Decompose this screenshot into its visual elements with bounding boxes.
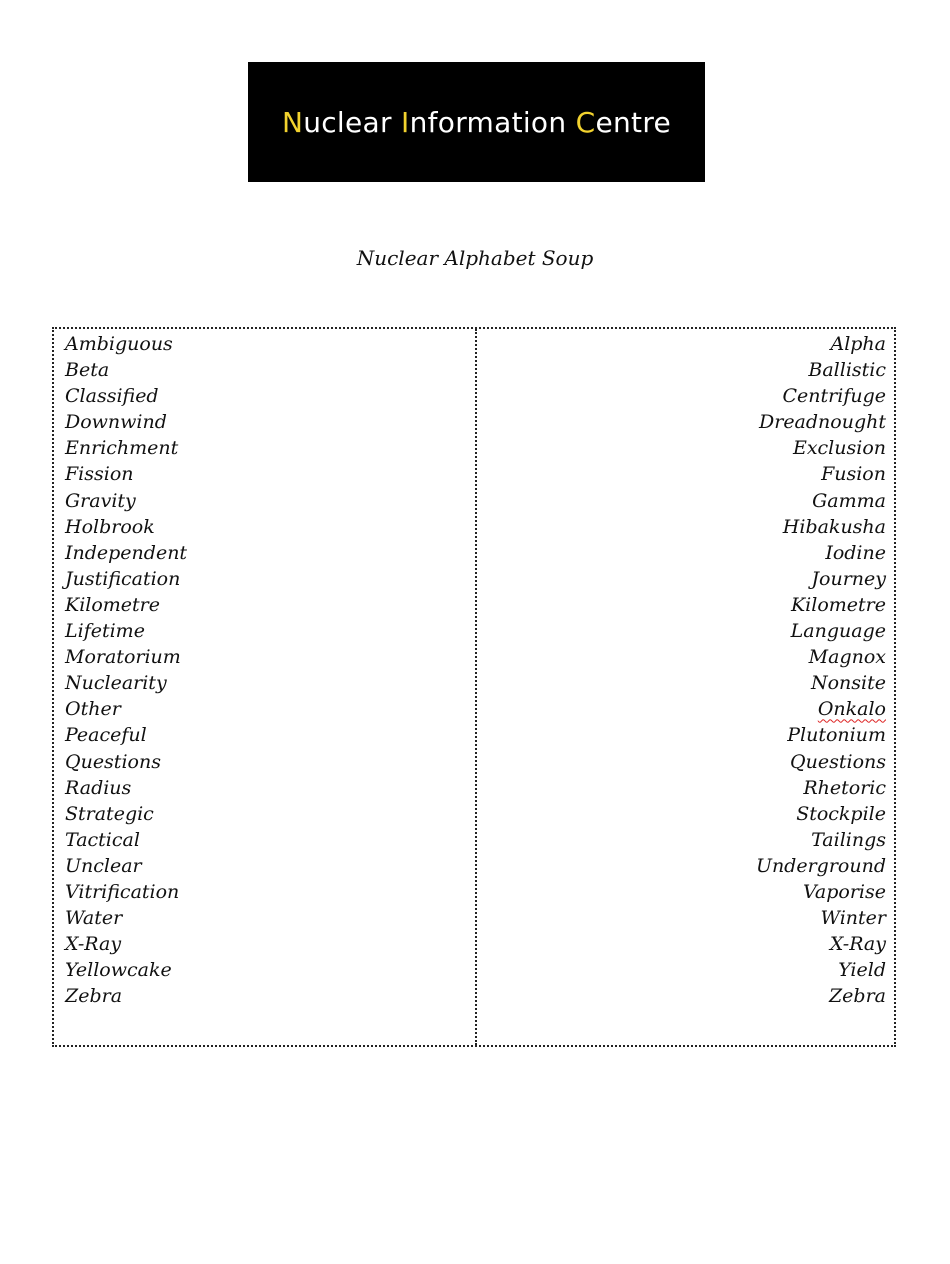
right-word [477, 357, 887, 383]
right-word-text: X-Ray [829, 933, 886, 956]
left-word-text: Unclear [65, 854, 142, 877]
right-word [477, 749, 887, 775]
right-word [477, 435, 887, 461]
left-word-text: Lifetime [65, 620, 145, 643]
logo-letter-i: I [401, 105, 410, 139]
right-word-text: Kilometre [790, 593, 886, 616]
right-word [477, 801, 887, 827]
left-word [65, 409, 475, 435]
right-word-text: Stockpile [796, 802, 886, 825]
right-word [477, 931, 887, 957]
left-word [65, 566, 475, 592]
left-word-text: Moratorium [65, 646, 181, 669]
left-word [65, 775, 475, 801]
right-word [477, 957, 887, 983]
right-word-text: Yield [838, 959, 886, 982]
left-word [65, 670, 475, 696]
left-word-text: Questions [65, 750, 161, 773]
left-word [65, 435, 475, 461]
right-word [477, 383, 887, 409]
left-word-text: Tactical [65, 828, 140, 851]
left-word [65, 983, 475, 1009]
right-word [477, 461, 887, 487]
right-word-text: Ballistic [808, 359, 886, 382]
left-word-text: Ambiguous [65, 333, 173, 355]
left-word-text: Zebra [65, 985, 123, 1008]
right-word [477, 670, 887, 696]
right-word-text: Onkalo [817, 698, 886, 721]
right-word-text: Fusion [821, 463, 886, 486]
left-word-text: Vitrification [65, 880, 180, 903]
left-word [65, 644, 475, 670]
left-word [65, 696, 475, 722]
right-word-text: Centrifuge [782, 385, 886, 408]
left-word [65, 827, 475, 853]
right-word-text: Rhetoric [803, 776, 886, 799]
logo-word-information: nformation [409, 105, 576, 139]
right-word [477, 853, 887, 879]
right-word-text: Dreadnought [759, 411, 886, 434]
right-word-text: Plutonium [787, 724, 886, 747]
left-word-text: X-Ray [65, 933, 122, 956]
left-word-text: Radius [65, 776, 132, 799]
right-word [477, 618, 887, 644]
left-column [54, 329, 477, 1045]
right-word-text: Alpha [830, 333, 886, 355]
right-word-text: Iodine [825, 541, 886, 564]
left-word [65, 931, 475, 957]
left-word [65, 879, 475, 905]
left-word [65, 357, 475, 383]
left-word [65, 592, 475, 618]
right-word [477, 488, 887, 514]
left-word-text: Strategic [65, 802, 154, 825]
left-word-text: Holbrook [65, 515, 155, 538]
left-word-text: Peaceful [65, 724, 147, 747]
alphabet-table [52, 327, 896, 1047]
left-word [65, 383, 475, 409]
right-word [477, 905, 887, 931]
logo-letter-c: C [575, 105, 596, 139]
left-word-text: Water [65, 907, 123, 930]
left-word-text: Classified [65, 385, 159, 408]
left-word [65, 957, 475, 983]
left-word-text: Justification [65, 567, 181, 590]
left-word-text: Enrichment [65, 437, 179, 460]
logo-word-nuclear: uclear [303, 105, 402, 139]
right-word-text: Zebra [828, 985, 886, 1008]
right-word [477, 775, 887, 801]
left-word [65, 461, 475, 487]
left-word [65, 749, 475, 775]
left-word [65, 488, 475, 514]
left-word [65, 540, 475, 566]
right-word [477, 879, 887, 905]
right-word-text: Language [790, 620, 886, 643]
left-word-text: Yellowcake [65, 959, 172, 982]
left-word [65, 722, 475, 748]
logo-word-centre: entre [595, 105, 672, 139]
right-word [477, 331, 887, 357]
right-word [477, 566, 887, 592]
right-word [477, 722, 887, 748]
right-word-text: Magnox [808, 646, 886, 669]
right-word-text: Questions [790, 750, 886, 773]
left-word-text: Beta [65, 359, 110, 382]
left-word-text: Gravity [65, 489, 136, 512]
left-word [65, 905, 475, 931]
left-word-text: Downwind [65, 411, 167, 434]
right-word-text: Vaporise [802, 880, 886, 903]
document-title: Nuclear Alphabet Soup [356, 246, 594, 270]
left-word [65, 618, 475, 644]
right-word [477, 696, 887, 722]
right-word-text: Journey [811, 567, 886, 590]
right-word [477, 514, 887, 540]
left-word-text: Other [65, 698, 121, 721]
left-word-text: Independent [65, 541, 188, 564]
right-word [477, 644, 887, 670]
right-column [477, 329, 895, 1045]
right-word-text: Exclusion [792, 437, 886, 460]
right-word [477, 827, 887, 853]
left-word-text: Kilometre [65, 593, 161, 616]
right-word-text: Winter [820, 907, 886, 930]
logo-text [282, 106, 671, 139]
right-word-text: Tailings [811, 828, 886, 851]
right-word [477, 409, 887, 435]
left-word [65, 801, 475, 827]
right-word [477, 983, 887, 1009]
right-word-text: Nonsite [810, 672, 886, 695]
left-word [65, 514, 475, 540]
logo-letter-n: N [281, 105, 304, 139]
right-word [477, 540, 887, 566]
left-word [65, 331, 475, 357]
left-word-text: Nuclearity [65, 672, 167, 695]
logo-banner [248, 62, 705, 182]
right-word [477, 592, 887, 618]
left-word [65, 853, 475, 879]
right-word-text: Underground [755, 854, 886, 877]
right-word-text: Gamma [812, 489, 886, 512]
right-word-text: Hibakusha [782, 515, 886, 538]
left-word-text: Fission [65, 463, 134, 486]
